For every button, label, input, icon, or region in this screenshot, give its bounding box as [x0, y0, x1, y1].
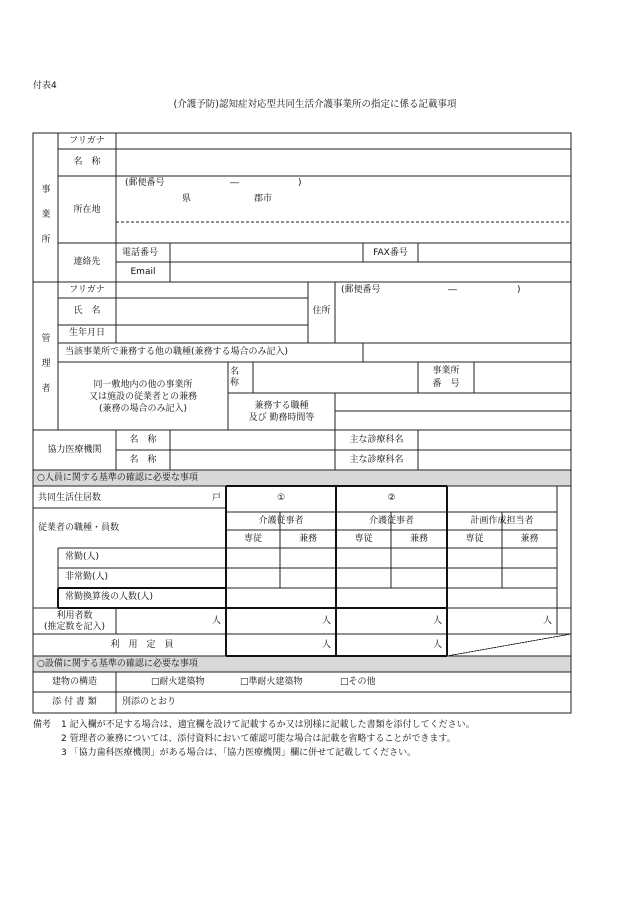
manager-address-label: 住所 — [312, 306, 331, 316]
office-section-label: 事業所 — [41, 185, 51, 245]
regular-label: 常勤(人) — [65, 552, 100, 562]
planner-label: 計画作成担当者 — [470, 516, 534, 526]
office-postal-close: ) — [298, 178, 302, 188]
manager-section-label: 管理者 — [41, 334, 51, 394]
office-district: 郡市 — [254, 194, 273, 204]
fulltime-label-1: 専従 — [243, 534, 262, 544]
manager-postal-close: ) — [517, 285, 521, 295]
job-hours-label-1: 兼務する職種 — [254, 401, 309, 411]
manager-postal-dash: ― — [448, 285, 457, 295]
residences-label: 共同生活住居数 — [38, 493, 102, 503]
office-number-label-1: 事業所 — [432, 366, 460, 376]
other-office-name-label-1: 名 — [230, 367, 240, 377]
appendix-label: 付表4 — [33, 81, 57, 91]
page-title: (介護予防)認知症対応型共同生活介護事業所の指定に係る記載事項 — [173, 99, 457, 110]
unit-1-label: ① — [276, 493, 286, 503]
structure-option-fireproof[interactable]: □耐火建築物 — [151, 677, 205, 687]
manager-postal-label: (郵便番号 — [341, 285, 381, 295]
office-phone-label: 電話番号 — [122, 248, 159, 258]
medical-name-label-2: 名 称 — [129, 455, 157, 465]
users-unit-2: 人 — [433, 616, 443, 626]
fulltime-label-2: 専従 — [354, 534, 373, 544]
office-name-label: 名 称 — [73, 157, 101, 167]
users-label-2: (推定数を記入) — [43, 622, 106, 632]
note-3: 3 「協力歯科医療機関」がある場合は、「協力医療機関」欄に併せて記載してください。 — [61, 748, 417, 758]
manager-birthdate-label: 生年月日 — [68, 328, 105, 338]
structure-option-semi-fireproof[interactable]: □準耐火建築物 — [240, 677, 303, 687]
manager-furigana-label: フリガナ — [69, 285, 105, 295]
fulltime-label-3: 専従 — [465, 534, 484, 544]
office-fax-label: FAX番号 — [373, 248, 408, 258]
users-unit-1: 人 — [322, 616, 332, 626]
caregiver-label-2: 介護従事者 — [368, 516, 414, 526]
medical-name-label-1: 名 称 — [129, 435, 157, 445]
structure-label: 建物の構造 — [51, 677, 97, 687]
office-furigana-label: フリガナ — [69, 136, 105, 146]
other-office-line1: 同一敷地内の他の事業所 — [93, 380, 193, 390]
staff-roles-label: 従業者の職種・員数 — [38, 523, 120, 533]
office-contact-label: 連絡先 — [73, 257, 101, 267]
capacity-label: 利 用 定 員 — [110, 640, 174, 650]
users-unit-3: 人 — [543, 616, 553, 626]
fte-label: 常勤換算後の人数(人) — [65, 592, 154, 602]
attachments-value: 別添のとおり — [122, 697, 177, 707]
note-1: 1 記入欄が不足する場合は、適宜欄を設けて記載するか又は別様に記載した書類を添付してください。 — [61, 720, 475, 730]
office-postal-dash: ― — [230, 178, 239, 188]
medical-institution-label: 協力医療機関 — [47, 445, 102, 455]
concurrent-job-label: 当該事業所で兼務する他の職種(兼務する場合のみ記入) — [65, 347, 289, 357]
other-office-line3: (兼務の場合のみ記入) — [98, 404, 188, 414]
office-address-label: 所在地 — [73, 205, 101, 215]
caregiver-label-1: 介護従事者 — [258, 516, 304, 526]
attachments-label: 添 付 書 類 — [52, 697, 97, 707]
other-office-line2: 又は施設の従業者との兼務 — [88, 392, 197, 402]
manager-name-label: 氏 名 — [73, 306, 101, 316]
users-unit-0: 人 — [212, 616, 222, 626]
note-2: 2 管理者の兼務については、添付資料において確認可能な場合は記載を省略することができます。 — [61, 734, 456, 744]
dual-label-3: 兼務 — [520, 534, 539, 544]
office-email-label: Email — [130, 267, 156, 277]
job-hours-label-2: 及び 勤務時間等 — [248, 413, 315, 423]
nonregular-label: 非常勤(人) — [65, 572, 109, 582]
dual-label-1: 兼務 — [298, 534, 317, 544]
medical-dept-label-2: 主な診療科名 — [349, 455, 404, 465]
structure-option-other[interactable]: □その他 — [340, 677, 376, 687]
office-prefecture: 県 — [182, 194, 192, 204]
facility-section-header: ○設備に関する基準の確認に必要な事項 — [37, 659, 198, 669]
residences-unit: 戸 — [212, 493, 222, 503]
unit-2-label: ② — [387, 493, 396, 503]
office-number-label-2: 番 号 — [432, 379, 460, 389]
office-postal-label: (郵便番号 — [125, 178, 165, 188]
medical-dept-label-1: 主な診療科名 — [349, 435, 404, 445]
other-office-name-label-2: 称 — [230, 378, 240, 388]
notes-label: 備考 — [33, 720, 52, 730]
capacity-unit-1: 人 — [322, 640, 332, 650]
capacity-unit-2: 人 — [433, 640, 443, 650]
dual-label-2: 兼務 — [409, 534, 428, 544]
users-label-1: 利用者数 — [56, 611, 93, 621]
staffing-section-header: ○人員に関する基準の確認に必要な事項 — [37, 473, 198, 483]
